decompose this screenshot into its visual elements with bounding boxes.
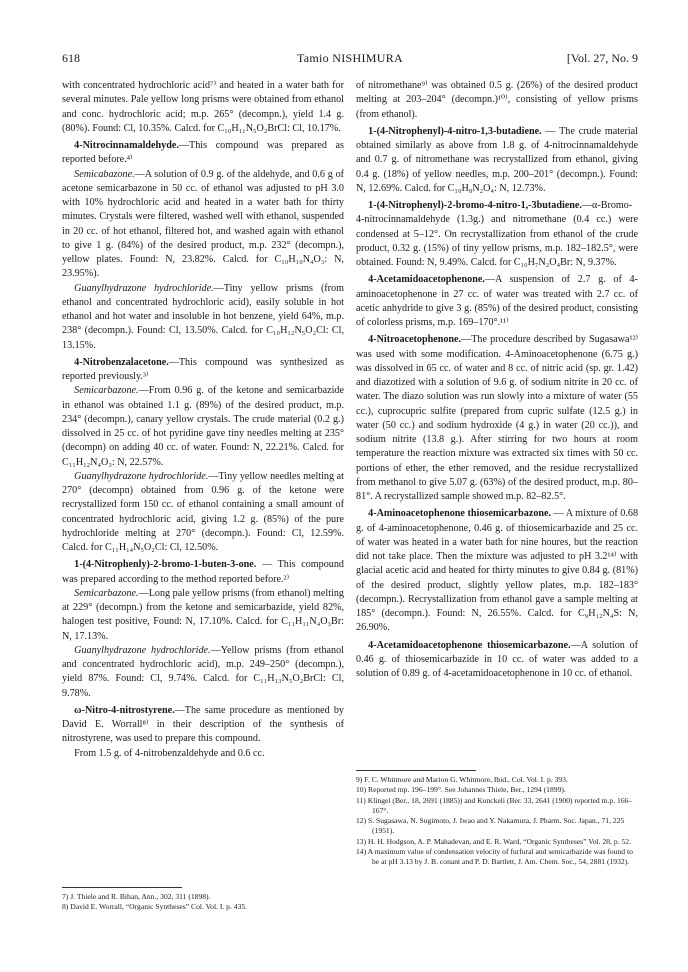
volume-label: [Vol. 27, No. 9 [566, 51, 638, 65]
paragraph [356, 79, 638, 122]
running-author: Tamio NISHIMURA [297, 51, 403, 65]
right-column [356, 79, 638, 681]
compound-section [62, 356, 344, 385]
derivative-section [62, 470, 344, 556]
derivative-heading: Guanylhydrazone hydrochloride. [74, 282, 214, 294]
paragraph-text: —Tiny yellow needles melting at 270° (decompn) obtained from 0.96 g. of the ketone were recrystallized form 150 cc. of ethanol containing a small amount of concentrated hydrochloric acid, giving 1.2 g. (85%) of the pure hydrochloride melting at 270° (decompn.). Found: Cl, 12.59%. Calcd. for C₁₁H₁₄N₅O₂Cl: Cl, 12.50%. [62, 470, 344, 553]
paragraph-text: — This compound was prepared according to the method reported before.²⁾ [62, 559, 344, 585]
compound-section [356, 199, 638, 270]
compound-section [356, 273, 638, 330]
derivative-section [62, 644, 344, 701]
paragraph-text: —The same procedure as mentioned by David E. Worrall⁸⁾ in their description of the synthesis of nitrostyrene, was used to prepare this compound. [62, 704, 344, 745]
compound-heading: 4-Acetamidoacetophenone. [368, 274, 485, 286]
derivative-section [62, 384, 344, 470]
paragraph [62, 79, 344, 136]
compound-section [356, 333, 638, 504]
paragraph-text: —A suspension of 2.7 g. of 4-aminoacetophenone in 27 cc. of water was treated with 2.7 cc. of acetic anhydride to give 3 g. (85%) of the desired product, consisting of colorless prisms, m.p. 169–170°.¹¹⁾ [356, 274, 638, 328]
page-number: 618 [62, 51, 80, 65]
derivative-section [62, 282, 344, 353]
paragraph [62, 747, 344, 761]
compound-section [356, 125, 638, 196]
compound-heading: 4-Nitroacetophenone. [368, 334, 462, 346]
footnote: 11) Klingel (Ber., 18, 2691 (1885)) and Kunckeli (Ber. 33, 2641 (1900) reported m.p. 166–167°. [356, 795, 633, 815]
compound-heading: ω-Nitro-4-nitrostyrene. [74, 704, 175, 716]
footnote: 13) H. H. Hodgson, A. P. Mahadevan, and E. R. Ward, “Organic Syntheses” Vol. 28, p. 52. [356, 836, 631, 846]
compound-section [356, 507, 638, 635]
paragraph-text: with concentrated hydrochloric acid⁷⁾ and heated in a water bath for several minutes. Pale yellow long prisms were obtained from ethanol and conc. hydrochloric acid; m.p. 265° (decompn.), yield 1.4 g. (80%). Found: Cl, 10.35%. Calcd. for C₁₀H₁₁N₅O₂BrCl: Cl, 10.17%. [62, 80, 344, 134]
compound-heading: 1-(4-Nitrophenyl)-4-nitro-1,3-butadiene. [368, 125, 542, 137]
footnote: 10) Reported mp. 196–199°. See Johannes Thiele, Ber., 1294 (1899). [356, 785, 566, 795]
compound-section [62, 704, 344, 747]
footnote: 8) David E. Worrall, “Organic Syntheses” Col. Vol. I. p. 435. [62, 902, 248, 912]
footnotes-right [356, 770, 638, 868]
compound-heading: 4-Acetamidoacetophenone thiosemicarbazone. [368, 639, 571, 651]
derivative-heading: Semicarbazone. [74, 587, 139, 599]
page-header [62, 50, 638, 66]
paragraph-text: —The procedure described by Sugasawa¹²⁾ was used with some modification. 4-Aminoacetophenone (6.75 g.) was dissolved in 65 cc. of water and 8 cc. of nitric acid (sp. gr. 1.42) and diazotized with a solution of 9.6 g. of sodium nitrite in 20 cc. of water. The diazo solution was run slowly into a mixture of water (55 cc.), cuprocupric sulfite (prepared from cupric sulfate (12.5 g.) in water (50 cc.) and sodium hydroxide (4 g.) in water (20 cc.)), and sodium nitrite (13.8 g.). After stirring for two hours at room temperature the reaction mixture was extracted six times with 50 cc. portions of ether, the ether removed, and the residue recrystallized from methanol to give 5.07 g. (63%) of the desired product, m.p. 80–81°. A recrystallized sample showed m.p. 82–82.5°. [356, 334, 638, 502]
derivative-heading: Semicabazone. [74, 168, 135, 180]
compound-heading: 4-Nitrobenzalacetone. [74, 356, 169, 368]
paragraph-text: From 1.5 g. of 4-nitrobenzaldehyde and 0.6 cc. [74, 747, 265, 759]
compound-section [62, 558, 344, 587]
paragraph-text: —This compound was prepared as reported before.⁴⁾ [62, 140, 344, 166]
paragraph-text: —From 0.96 g. of the ketone and semicarbazide in ethanol was obtained 1.1 g. (89%) of the desired product, m.p. 234° (decompn.), canary yellow crystals. The crude material (0.2 g.) dissolved in 25 cc. of hot pyridine gave tiny needles melting at 235° (decompn) on adding 40 cc. of water. Found: N, 22.21%. Calcd. for C₁₁H₁₂N₄O₃: N, 22.57%. [62, 385, 344, 468]
paragraph-text: — The crude material obtained similarly as above from 1.8 g. of 4-nitrocinnamaldehyde and 0.7 g. of nitromethane was recrystallized from ethanol, giving 0.4 g. (18%) of yellow needles, m.p. 200–201° (decompn.). Found: N, 12.69%. Calcd. for C₁₀H₈N₂O₄: N, 12.73%. [356, 125, 638, 194]
compound-section [62, 139, 344, 168]
paragraph-text: —Tiny yellow prisms (from ethanol and concentrated hydrochloric acid), easily soluble in hot ethanol and hot water and insoluble in hot benzene, yield 64%, m.p. 238° (decompn.). Found: Cl, 13.50%. Calcd. for C₁₀H₁₂N₅O₂Cl: Cl, 13.15%. [62, 282, 344, 351]
footnotes-left [62, 887, 344, 913]
derivative-heading: Guanylhydrazone hydrochloride. [74, 470, 209, 482]
paragraph-text: — A mixture of 0.68 g. of 4-aminoacetophenone, 0.46 g. of thiosemicarbazide and 25 cc. of water was heated in a water bath for nine houres, but the reaction did not take place. Then the mixture was adjusted to pH 3.2¹⁴⁾ with glacial acetic acid and heated for thirty minutes to give 0.84 g. (81%) of the desired product, slightly yellow plates, m.p. 182–183° (decompn.). Recrystallization from ethanol gave a sample melting at 185° (decompn.). Found: N, 26.55%. Calcd. for C₉H₁₂N₄S: N, 26.90%. [356, 508, 639, 634]
derivative-heading: Semicarbazone. [74, 385, 139, 397]
derivative-section [62, 587, 344, 644]
paragraph-text: —This compound was synthesized as reported previously.³⁾ [62, 356, 344, 382]
footnote: 12) S. Sugasawa, N. Sugimoto, J. Iwao and Y. Nakamura, J. Pharm. Soc. Japan., 71, 225 (1951). [356, 816, 625, 836]
paragraph-text: —A solution of 0.9 g. of the aldehyde, and 0.6 g of acetone semicarbazone in 50 cc. of ethanol was adjusted to pH 3.0 with 10% hydrochloric acid and heated in a water bath for thirty minutes. Crystals were filtered, washed well with ethanol, suspended in 20 cc. of hot ethanol, filtered hot, and washed again with ethanol to give 1 g. (84%) of the desired product, m.p. 232° (decompn.), yellow plates. Found: N, 23.82%. Calcd. for C₁₀H₁₀N₄O₃: N, 23.95%). [62, 168, 344, 280]
compound-heading: 4-Aminoacetophenone thiosemicarbazone. [368, 508, 552, 520]
paragraph-text: —α-Bromo-4-nitrocinnamaldehyde (1.3g.) and nitromethane (0.4 cc.) were condensed at 5–12°. On recrystallization from ethanol of the crude product, 0.32 g. (15%) of tiny yellow prisms, m.p. 182–182.5°, were obtained. Found: N, 9.49%. Calcd. for C₁₀H₇N₂O₄Br: N, 9.37%. [356, 200, 638, 268]
paragraph-text: —Long pale yellow prisms (from ethanol) melting at 229° (decompn.) from the ketone and semicarbazide, yield 82%, halogen test positive, Found: N, 17.10%. Calcd. for C₁₁H₁₁N₄O₃Br: N, 17.13%. [62, 587, 344, 642]
derivative-heading: Guanylhydrazone hydrochloride. [74, 644, 211, 656]
paragraph-text: —Yellow prisms (from ethanol and concentrated hydrochloric acid), m.p. 249–250° (decompn.), yield 87%. Found: Cl, 9.74%. Calcd. for C₁₁H₁₃N₅O₂BrCl: Cl, 9.78%. [62, 644, 344, 699]
derivative-section [62, 168, 344, 282]
left-column [62, 79, 344, 761]
footnote: 9) F. C. Whitmore and Marion G. Whitmore, Ibid., Col. Vol. I. p. 393. [356, 775, 568, 784]
compound-heading: 1-(4-Nitrophenly)-2-bromo-1-buten-3-one. [74, 559, 257, 571]
footnote: 14) A maximum value of condensation velocity of furfural and semicarbazide was found to be at pH 3.13 by J. B. conant and P. D. Bartlett, J. Am. Chem. Soc., 54, 2881 (1932). [356, 847, 633, 867]
footnote-rule [62, 887, 182, 888]
footnote: 7) J. Thiele and R. Bihan, Ann., 302, 311 (1898). [62, 892, 211, 901]
paragraph-text: —A solution of 0.46 g. of thiosemicarbazide in 10 cc. of water was added to a solution of 0.89 g. of 4-acetamidoacetophenone in 10 cc. of ethanol. [356, 639, 638, 679]
compound-section [356, 639, 638, 682]
paragraph-text: of nitromethane⁹⁾ was obtained 0.5 g. (26%) of the desired product melting at 203–204° (decompn.)¹⁰⁾, consisting of yellow prisms (from ethanol). [356, 80, 638, 120]
footnote-rule [356, 770, 476, 771]
compound-heading: 4-Nitrocinnamaldehyde. [74, 140, 179, 151]
compound-heading: 1-(4-Nitrophenyl)-2-bromo-4-nitro-1,-3butadiene. [368, 200, 582, 211]
